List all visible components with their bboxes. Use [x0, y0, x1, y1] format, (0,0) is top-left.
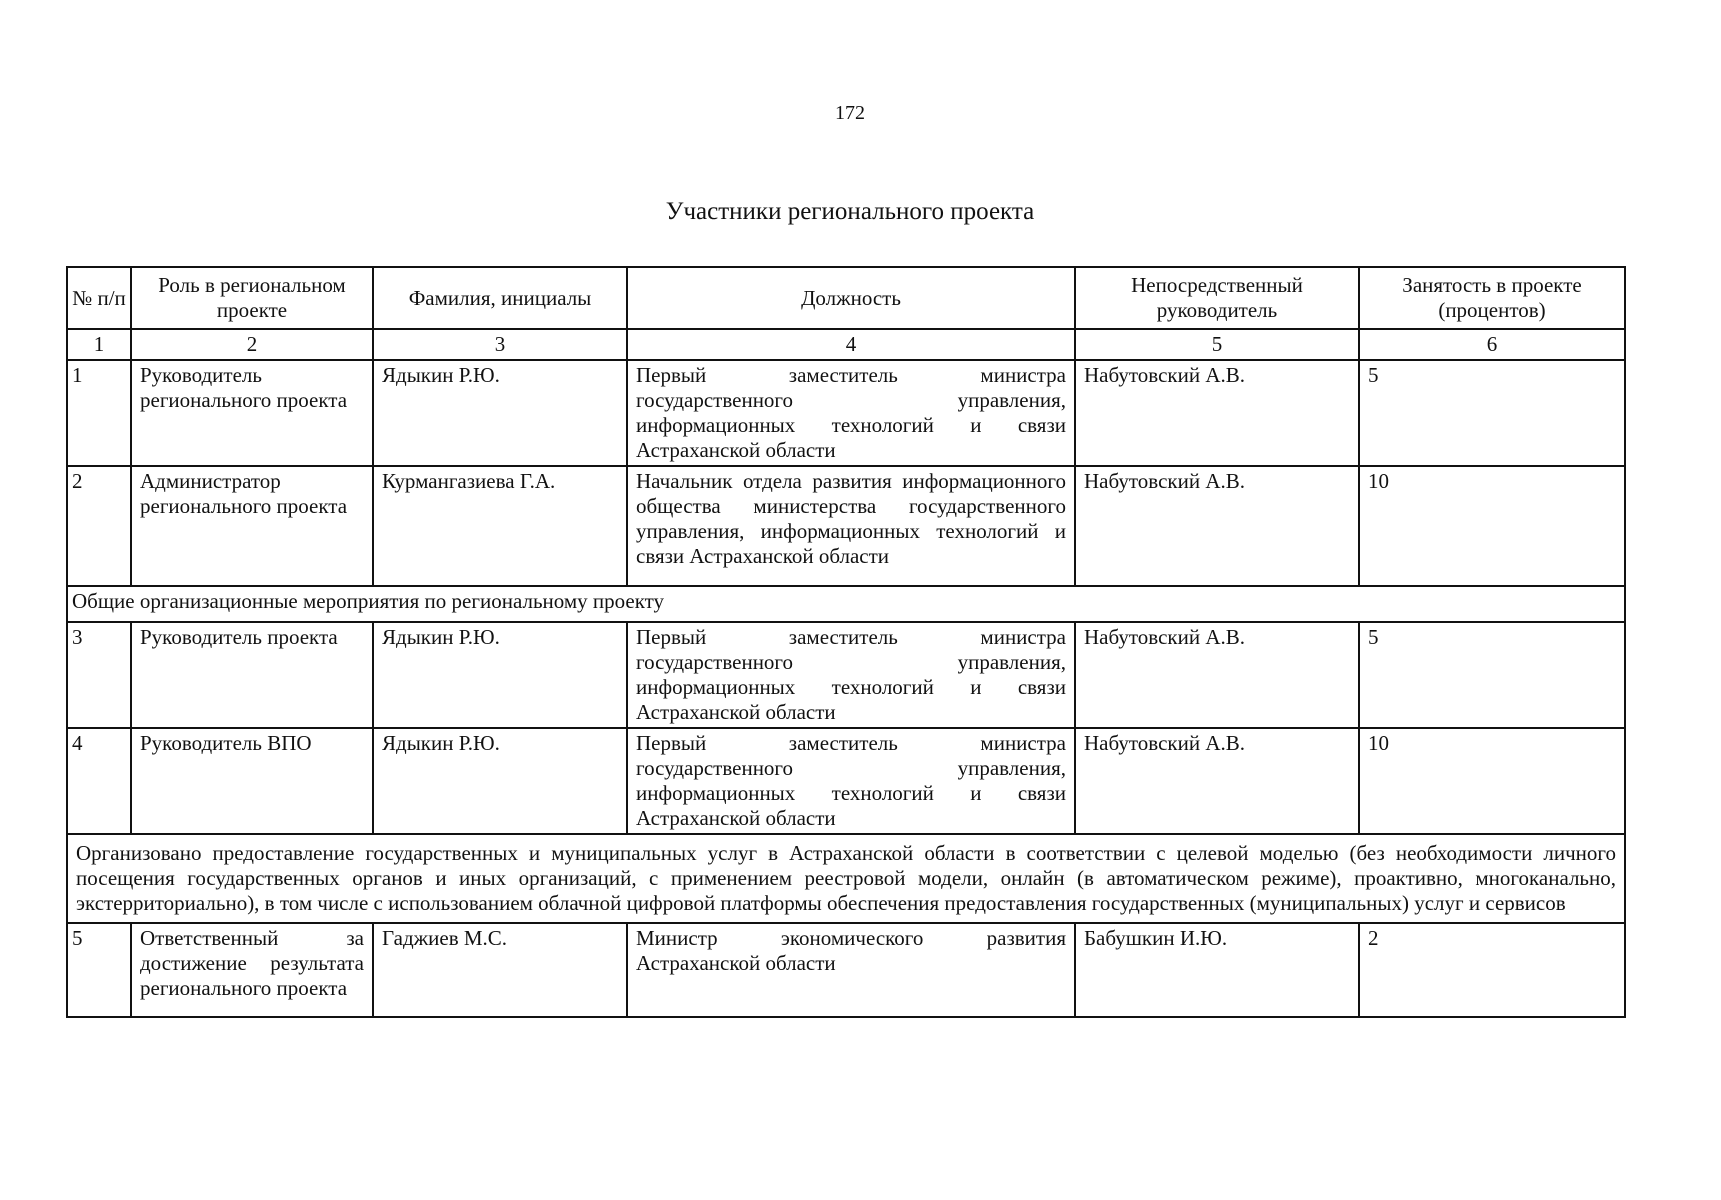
page-title: Участники регионального проекта	[665, 198, 1035, 225]
table-row	[67, 728, 1625, 834]
row-position: Первый заместитель министра государственного управления, информационных технологий и связи Астраханской области	[627, 728, 1075, 834]
participants-table	[66, 266, 1626, 1018]
row-position: Первый заместитель министра государственного управления, информационных технологий и связи Астраханской области	[627, 360, 1075, 466]
row-num: 4	[67, 728, 131, 834]
row-position: Министр экономического развития Астраханской области	[627, 923, 1075, 1017]
header-position: Должность	[627, 267, 1075, 329]
row-position: Первый заместитель министра государственного управления, информационных технологий и связи Астраханской области	[627, 622, 1075, 728]
row-manager: Набутовский А.В.	[1075, 622, 1359, 728]
row-name: Ядыкин Р.Ю.	[373, 360, 627, 466]
column-number: 1	[67, 329, 131, 360]
row-num: 3	[67, 622, 131, 728]
column-number-row	[67, 329, 1625, 360]
row-role: Ответственный за достижение результата регионального проекта	[131, 923, 373, 1017]
row-employment: 10	[1359, 728, 1625, 834]
header-name: Фамилия, инициалы	[373, 267, 627, 329]
row-name: Курмангазиева Г.А.	[373, 466, 627, 586]
row-employment: 5	[1359, 622, 1625, 728]
table-row	[67, 360, 1625, 466]
row-employment: 10	[1359, 466, 1625, 586]
row-employment: 2	[1359, 923, 1625, 1017]
page-number: 172	[835, 102, 865, 124]
section-row	[67, 586, 1625, 622]
row-employment: 5	[1359, 360, 1625, 466]
table-row	[67, 923, 1625, 1017]
row-name: Гаджиев М.С.	[373, 923, 627, 1017]
row-num: 1	[67, 360, 131, 466]
header-employment: Занятость в проекте (процентов)	[1359, 267, 1625, 329]
header-num: № п/п	[67, 267, 131, 329]
row-name: Ядыкин Р.Ю.	[373, 728, 627, 834]
row-manager: Набутовский А.В.	[1075, 466, 1359, 586]
row-position: Начальник отдела развития информационного общества министерства государственного управления, информационных технологий и связи Астраханской области	[627, 466, 1075, 586]
row-manager: Набутовский А.В.	[1075, 728, 1359, 834]
row-manager: Набутовский А.В.	[1075, 360, 1359, 466]
row-name: Ядыкин Р.Ю.	[373, 622, 627, 728]
row-num: 2	[67, 466, 131, 586]
table-row	[67, 466, 1625, 586]
row-role: Руководитель ВПО	[131, 728, 373, 834]
section-general: Общие организационные мероприятия по региональному проекту	[67, 586, 1625, 622]
column-number: 6	[1359, 329, 1625, 360]
column-number: 4	[627, 329, 1075, 360]
row-role: Администратор регионального проекта	[131, 466, 373, 586]
row-role: Руководитель регионального проекта	[131, 360, 373, 466]
section-row	[67, 834, 1625, 923]
row-manager: Бабушкин И.Ю.	[1075, 923, 1359, 1017]
column-number: 2	[131, 329, 373, 360]
header-manager: Непосредственный руководитель	[1075, 267, 1359, 329]
header-row	[67, 267, 1625, 329]
row-num: 5	[67, 923, 131, 1017]
column-number: 5	[1075, 329, 1359, 360]
column-number: 3	[373, 329, 627, 360]
section-result: Организовано предоставление государственных и муниципальных услуг в Астраханской области в соответствии с целевой моделью (без необходимости личного посещения государственных органов и иных организаций, с применением реестровой модели, онлайн (в автоматическом режиме), проактивно, многоканально, экстерриториально), в том числе с использованием облачной цифровой платформы обеспечения предоставления государственных (муниципальных) услуг и сервисов	[67, 834, 1625, 923]
table-row	[67, 622, 1625, 728]
row-role: Руководитель проекта	[131, 622, 373, 728]
header-role: Роль в региональном проекте	[131, 267, 373, 329]
